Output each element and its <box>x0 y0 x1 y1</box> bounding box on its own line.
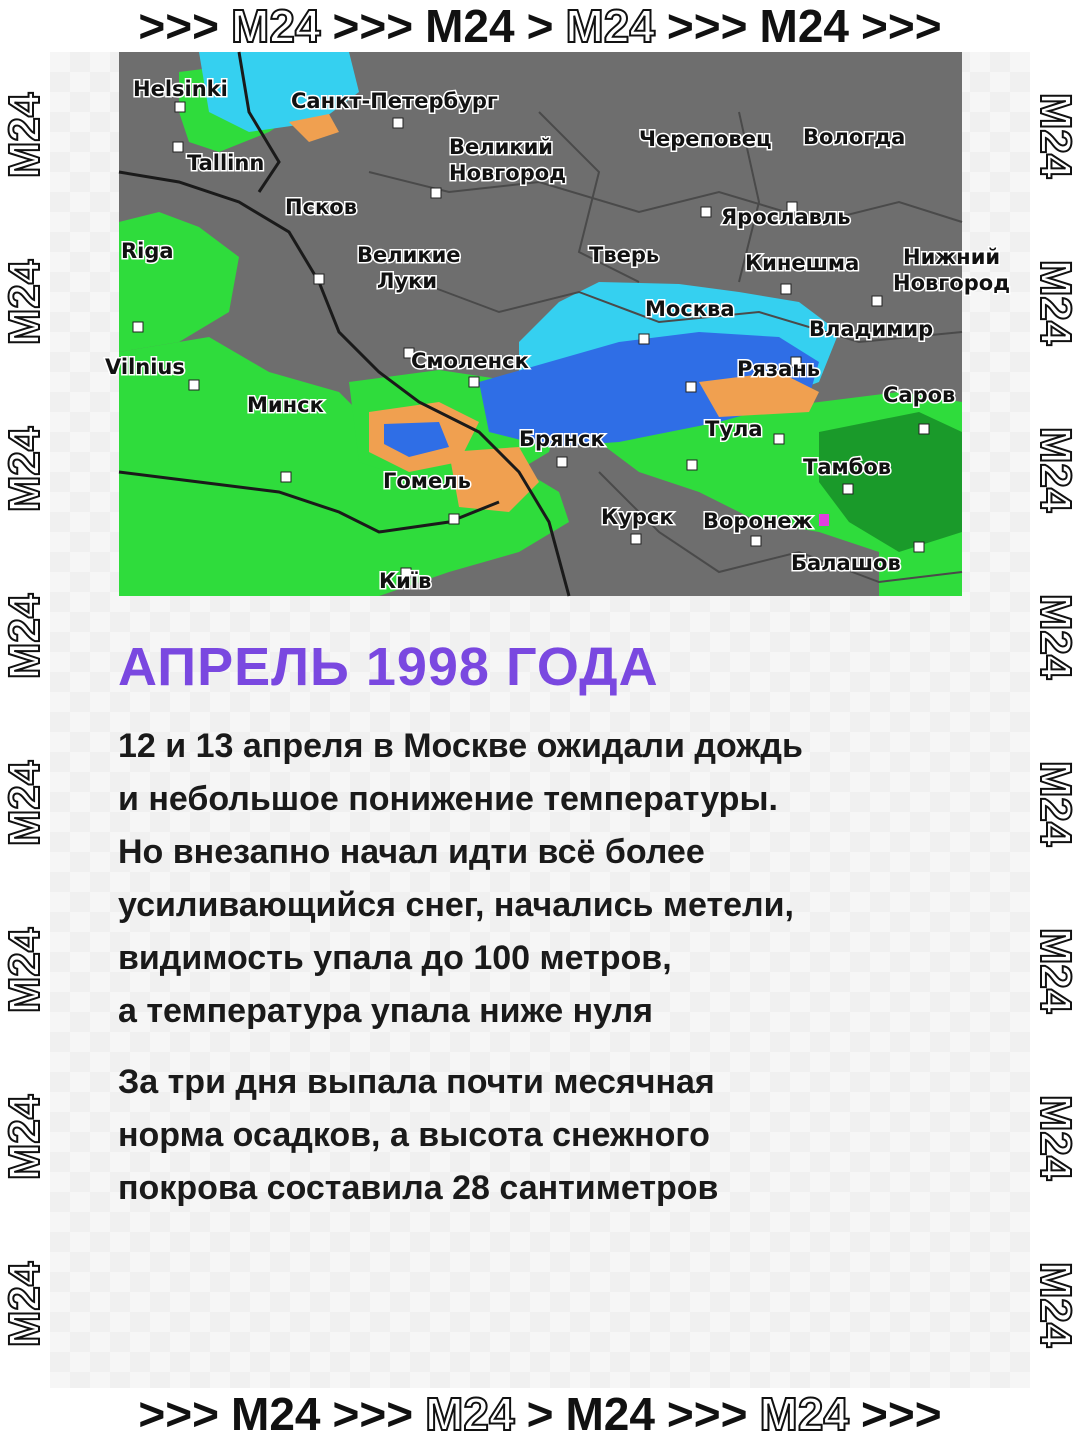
city-label-velikie-luki-2: Луки <box>377 269 438 293</box>
separator: >>> <box>332 0 414 52</box>
m24-logo-outline: M24 <box>565 0 655 52</box>
city-label-vologda: Вологда <box>803 125 906 149</box>
m24-logo-outline: M24 <box>0 760 49 847</box>
m24-logo-outline: M24 <box>0 927 49 1014</box>
city-label-tula: Тула <box>705 417 763 441</box>
m24-logo-outline: M24 <box>1031 1094 1080 1181</box>
city-marker <box>639 334 649 344</box>
m24-logo-outline: M24 <box>1031 593 1080 680</box>
city-marker <box>469 377 479 387</box>
city-marker <box>914 542 924 552</box>
city-label-voronezh: Воронеж <box>703 509 813 533</box>
city-label-sarov: Саров <box>883 383 956 407</box>
m24-logo-outline: M24 <box>759 1388 849 1440</box>
m24-logo-outline: M24 <box>0 259 49 346</box>
m24-logo: M24 <box>759 0 849 52</box>
m24-logo-outline: M24 <box>0 1094 49 1181</box>
city-label-tambov: Тамбов <box>803 455 892 479</box>
city-marker <box>701 207 711 217</box>
article-heading: АПРЕЛЬ 1998 ГОДА <box>118 637 659 697</box>
city-marker <box>774 434 784 444</box>
weather-map <box>105 52 1011 596</box>
city-label-vladimir: Владимир <box>809 317 934 341</box>
m24-logo-outline: M24 <box>0 92 49 179</box>
article-paragraph-1: 12 и 13 апреля в Москве ожидали дождь и небольшое понижение температуры. Но внезапно начал идти всё более усиливающийся снег, начались метели, видимость упала до 100 метров, а температура упала ниже нуля <box>118 727 803 1030</box>
city-label-tallinn: Tallinn <box>187 151 265 175</box>
m24-logo-outline: M24 <box>1031 426 1080 513</box>
separator: > <box>526 0 554 52</box>
city-marker <box>751 536 761 546</box>
m24-logo-outline: M24 <box>1031 259 1080 346</box>
city-marker <box>872 296 882 306</box>
city-label-velikie-luki-1: Великие <box>357 243 461 267</box>
city-marker <box>631 534 641 544</box>
city-label-gomel: Гомель <box>383 469 471 493</box>
city-label-balashov: Балашов <box>791 551 901 575</box>
city-label-kursk: Курск <box>601 505 674 529</box>
m24-logo-outline: M24 <box>1031 927 1080 1014</box>
city-marker <box>314 274 324 284</box>
city-label-smolensk: Смоленск <box>411 349 529 373</box>
city-marker <box>281 472 291 482</box>
separator: >>> <box>332 1388 414 1440</box>
m24-logo: M24 <box>231 1388 321 1440</box>
m24-logo: M24 <box>425 0 515 52</box>
city-label-vilnius: Vilnius <box>105 355 185 379</box>
city-label-velikiy-novgorod-2: Новгород <box>449 161 567 185</box>
m24-logo-outline: M24 <box>0 593 49 680</box>
weather-map-graphic <box>105 52 1011 596</box>
city-marker <box>189 380 199 390</box>
separator: >>> <box>861 1388 942 1440</box>
city-marker <box>843 484 853 494</box>
m24-logo-outline: M24 <box>1031 92 1080 179</box>
city-label-pskov: Псков <box>285 195 357 219</box>
m24-logo: M24 <box>565 1388 655 1440</box>
m24-logo-outline: M24 <box>425 1388 515 1440</box>
city-label-helsinki: Helsinki <box>133 77 228 101</box>
city-label-bryansk: Брянск <box>519 427 605 451</box>
city-marker <box>919 424 929 434</box>
highlight-marker <box>819 514 829 526</box>
separator: >>> <box>666 1388 748 1440</box>
city-marker <box>686 382 696 392</box>
separator: >>> <box>138 1388 219 1440</box>
city-marker <box>687 460 697 470</box>
city-label-ryazan: Рязань <box>737 357 821 381</box>
separator: >>> <box>861 0 942 52</box>
city-label-nizhny-2: Новгород <box>893 271 1011 295</box>
left-brand-strip <box>0 52 50 1388</box>
city-label-kyiv: Київ <box>379 569 432 593</box>
city-marker <box>173 142 183 152</box>
m24-logo-outline: M24 <box>231 0 321 52</box>
m24-logo-outline: M24 <box>1031 760 1080 847</box>
city-label-tver: Тверь <box>589 243 660 267</box>
separator: >>> <box>138 0 219 52</box>
city-label-minsk: Минск <box>247 393 324 417</box>
city-marker <box>175 102 185 112</box>
city-label-nizhny-1: Нижний <box>903 245 1001 269</box>
separator: >>> <box>666 0 748 52</box>
city-marker <box>557 457 567 467</box>
city-label-spb: Санкт-Петербург <box>291 89 498 113</box>
m24-logo-outline: M24 <box>0 1261 49 1348</box>
city-label-kineshma: Кинешма <box>745 251 860 275</box>
separator: > <box>526 1388 554 1440</box>
m24-logo-outline: M24 <box>1031 1261 1080 1348</box>
city-label-moskva: Москва <box>645 297 735 321</box>
city-label-yaroslavl: Ярославль <box>721 205 851 229</box>
city-marker <box>133 322 143 332</box>
city-label-riga: Riga <box>121 239 174 263</box>
bottom-brand-strip <box>0 1388 1080 1440</box>
city-marker <box>393 118 403 128</box>
city-label-cherepovets: Череповец <box>639 127 772 151</box>
m24-logo-outline: M24 <box>0 426 49 513</box>
right-brand-strip <box>1030 52 1080 1388</box>
city-label-velikiy-novgorod-1: Великий <box>449 135 554 159</box>
top-brand-strip <box>0 0 1080 52</box>
article-paragraph-2: За три дня выпала почти месячная норма осадков, а высота снежного покрова составила 28 сантиметров <box>118 1063 719 1207</box>
city-marker <box>431 188 441 198</box>
city-marker <box>781 284 791 294</box>
city-marker <box>449 514 459 524</box>
